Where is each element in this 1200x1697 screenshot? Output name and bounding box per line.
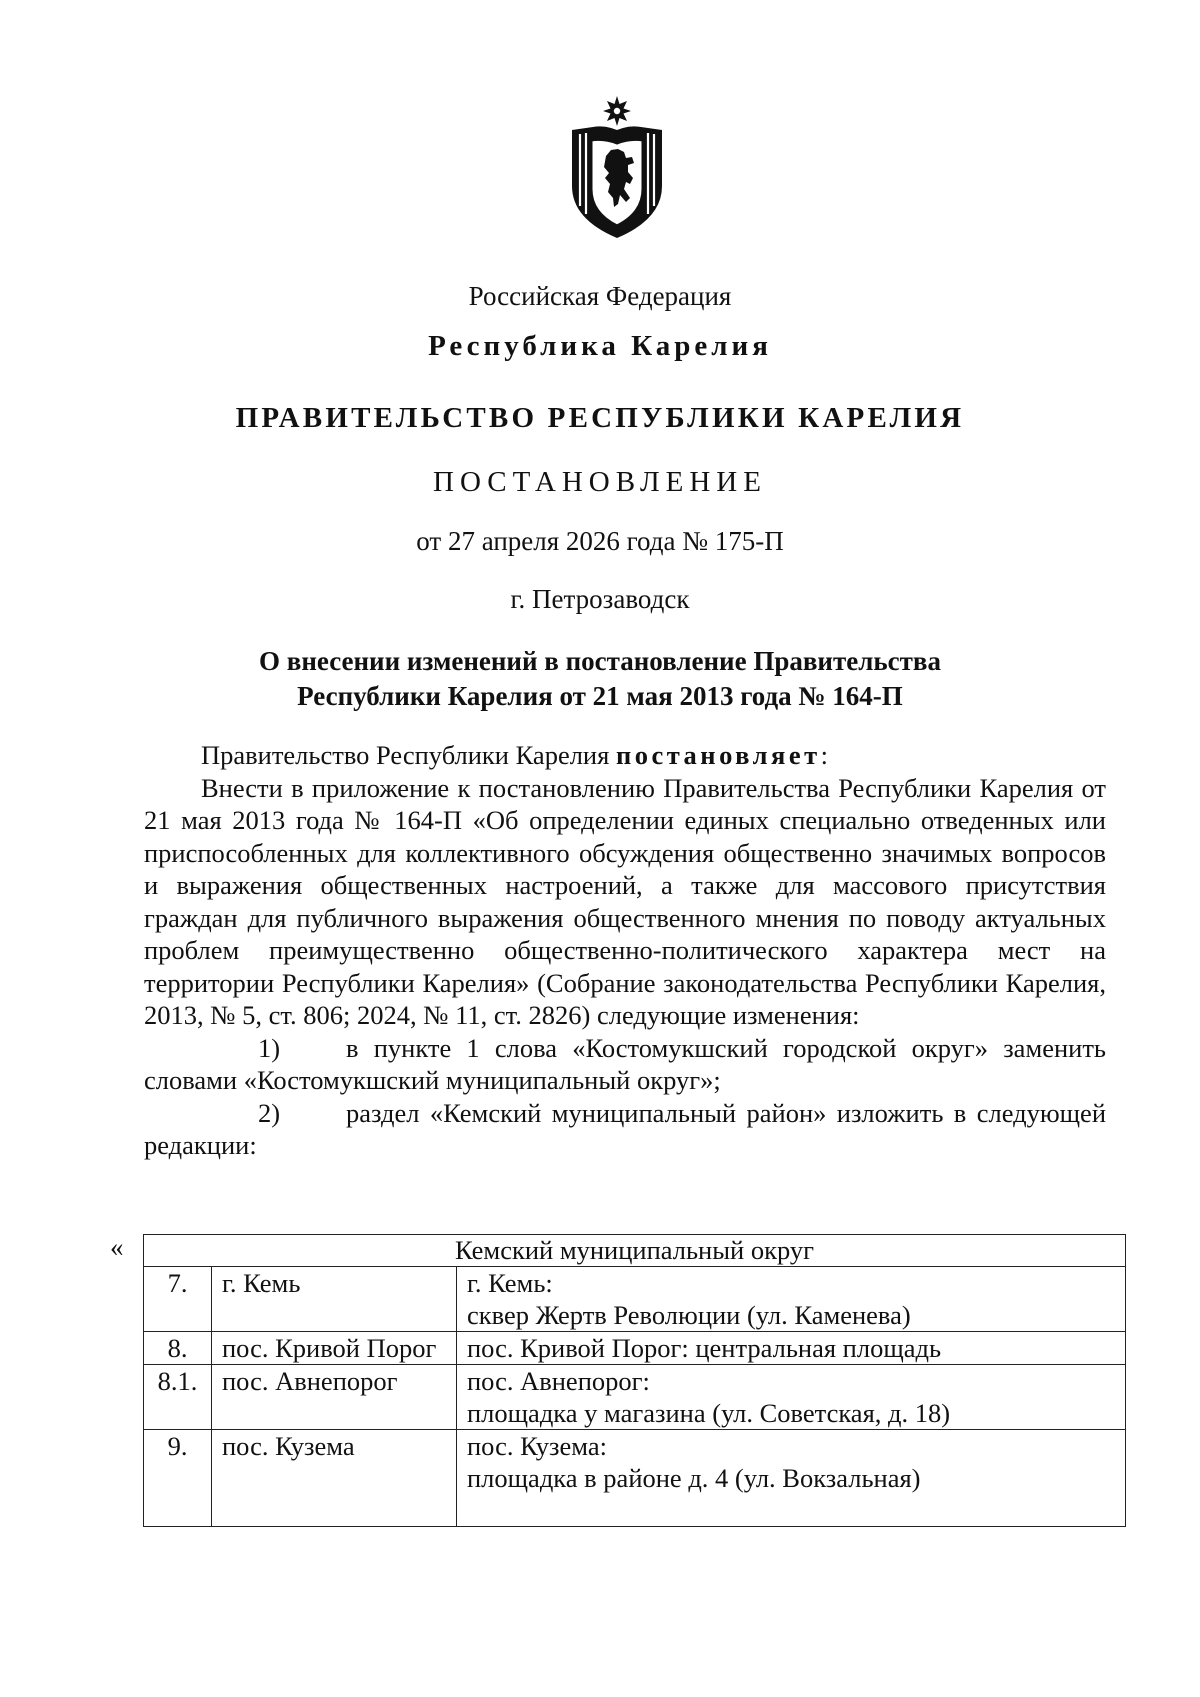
row-number-cell: 7. xyxy=(144,1267,212,1332)
resolution-intro-text: Правительство Республики Карелия xyxy=(201,740,616,770)
location-line: пос. Авнепорог: xyxy=(467,1366,650,1396)
settlement-cell: г. Кемь xyxy=(212,1267,457,1332)
table-header-cell: Кемский муниципальный округ xyxy=(144,1235,1126,1267)
table-row xyxy=(144,1267,1126,1332)
amendment-item-1 xyxy=(144,1032,1106,1097)
amendment-item-number: 1) xyxy=(258,1032,281,1063)
amendment-item-text: раздел «Кемский муниципальный район» изложить в следующей редакции: xyxy=(144,1097,1106,1160)
location-line: сквер Жертв Революции (ул. Каменева) xyxy=(467,1300,911,1330)
location-line: пос. Кривой Порог: центральная площадь xyxy=(467,1333,942,1363)
settlement-cell: пос. Кузема xyxy=(212,1430,457,1527)
amendment-item-2 xyxy=(144,1097,1106,1162)
settlement-cell: пос. Кривой Порог xyxy=(212,1332,457,1365)
document-body xyxy=(144,739,1106,1162)
location-line: г. Кемь: xyxy=(467,1268,553,1298)
table-row xyxy=(144,1365,1126,1430)
resolution-intro-colon: : xyxy=(820,740,828,770)
country-name: Российская Федерация xyxy=(468,281,732,311)
location-cell xyxy=(457,1332,1126,1365)
document-type: ПОСТАНОВЛЕНИЕ xyxy=(433,466,767,498)
republic-name: Республика Карелия xyxy=(428,330,772,362)
main-paragraph: Внести в приложение к постановлению Правительства Республики Карелия от 21 мая 2013 года № 164-П «Об определении единых специально отведенных или приспособленных для коллективного обсуждения общественно значимых вопросов и выражения общественных настроений, а также для массового присутствия граждан для публичного выражения общественного мнения по поводу актуальных проблем преимущественно общественно-политического характера мест на территории Республики Карелия» (Собрание законодательства Республики Карелия, 2013, № 5, ст. 806; 2024, № 11, ст. 2826) следующие изменения: xyxy=(144,772,1106,1030)
amendment-item-text: в пункте 1 слова «Костомукшский городской округ» заменить словами «Костомукшский муниципальный округ»; xyxy=(144,1032,1106,1095)
document-title-line-2: Республики Карелия от 21 мая 2013 года № 164-П xyxy=(297,681,903,711)
table-header-row xyxy=(144,1235,1126,1267)
row-number-cell: 9. xyxy=(144,1430,212,1527)
document-date-number: от 27 апреля 2026 года № 175-П xyxy=(416,526,784,556)
government-name: ПРАВИТЕЛЬСТВО РЕСПУБЛИКИ КАРЕЛИЯ xyxy=(235,402,965,434)
location-line: площадка в районе д. 4 (ул. Вокзальная) xyxy=(467,1463,921,1493)
location-line: пос. Кузема: xyxy=(467,1431,607,1461)
karelia-coat-of-arms-icon xyxy=(566,94,668,240)
resolution-keyword: постановляет xyxy=(615,740,821,770)
table-row xyxy=(144,1430,1126,1527)
resolution-intro xyxy=(144,739,1106,772)
settlement-cell: пос. Авнепорог xyxy=(212,1365,457,1430)
location-line: площадка у магазина (ул. Советская, д. 18) xyxy=(467,1398,951,1428)
row-number-cell: 8. xyxy=(144,1332,212,1365)
location-cell xyxy=(457,1365,1126,1430)
table-row xyxy=(144,1332,1126,1365)
opening-quote-mark: « xyxy=(110,1232,124,1262)
location-cell xyxy=(457,1430,1126,1527)
locations-table xyxy=(143,1234,1126,1527)
document-title-line-1: О внесении изменений в постановление Правительства xyxy=(259,646,941,676)
document-city: г. Петрозаводск xyxy=(510,584,690,614)
row-number-cell: 8.1. xyxy=(144,1365,212,1430)
location-cell xyxy=(457,1267,1126,1332)
amendment-item-number: 2) xyxy=(258,1097,281,1128)
